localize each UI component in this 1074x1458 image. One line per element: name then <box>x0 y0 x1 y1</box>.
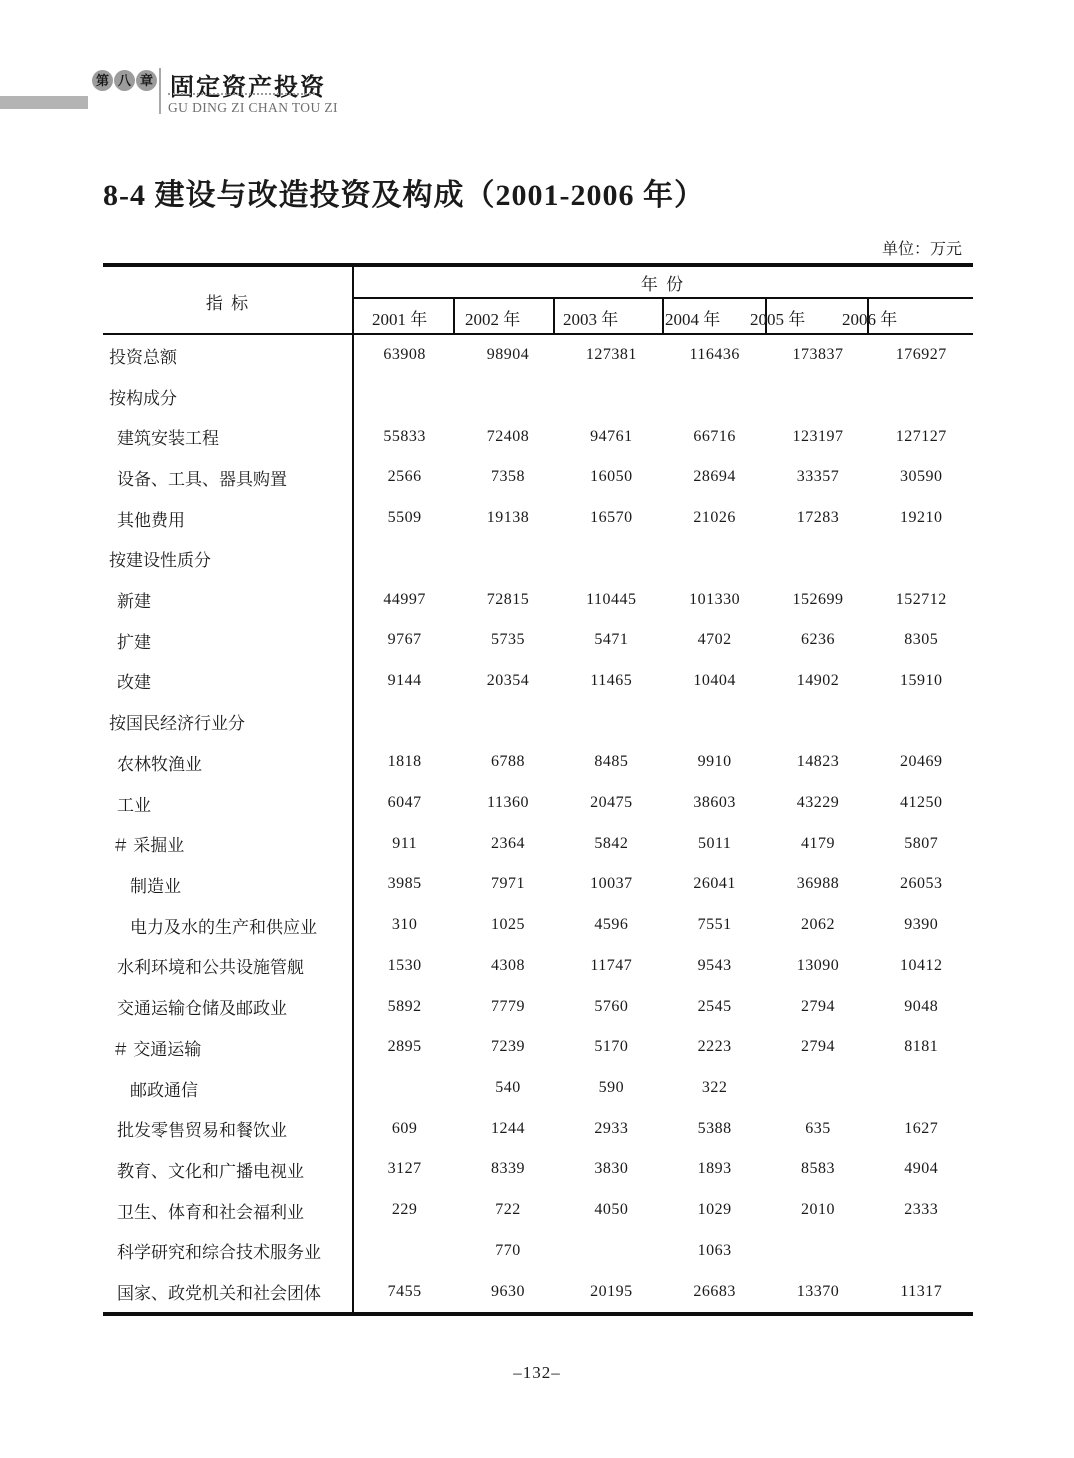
table-row <box>103 620 973 661</box>
table-row <box>103 986 973 1027</box>
value-cell: 20195 <box>590 1282 633 1300</box>
chapter-badge <box>92 70 157 91</box>
row-values <box>353 998 973 1016</box>
table-row <box>103 539 973 580</box>
value-cell: 2895 <box>387 1038 422 1056</box>
row-label: 工业 <box>117 795 151 815</box>
row-label: 国家、政党机关和社会团体 <box>117 1284 321 1304</box>
value-cell: 9390 <box>904 916 939 934</box>
row-values <box>353 1283 973 1301</box>
row-values <box>353 835 973 853</box>
value-cell: 11747 <box>590 956 633 974</box>
value-cell: 8583 <box>800 1160 835 1178</box>
value-cell: 1244 <box>490 1119 525 1137</box>
value-cell: 11317 <box>900 1282 943 1300</box>
row-label: ＃ 交通运输 <box>112 1039 202 1059</box>
value-cell: 26041 <box>693 875 736 893</box>
year-column-divider <box>553 297 555 335</box>
indicator-column-header: 指 标 <box>205 293 251 313</box>
table-row <box>103 1149 973 1190</box>
year-column-label: 2001 年 <box>372 310 428 329</box>
value-cell <box>870 1242 973 1260</box>
value-cell: 28694 <box>693 468 736 486</box>
value-cell: 63908 <box>383 346 426 364</box>
value-cell: 2794 <box>800 997 835 1015</box>
row-label: 投资总额 <box>109 347 177 367</box>
year-column-divider <box>453 297 455 335</box>
row-values <box>353 428 973 446</box>
table-row <box>103 701 973 742</box>
value-cell: 9630 <box>490 1282 525 1300</box>
row-values <box>353 1120 973 1138</box>
table-row <box>103 1271 973 1312</box>
unit-label: 单位：万元 <box>881 241 962 258</box>
value-cell: 2566 <box>387 468 422 486</box>
row-values <box>353 1201 973 1219</box>
value-cell: 10404 <box>693 671 736 689</box>
value-cell: 1530 <box>387 956 422 974</box>
row-label: 交通运输仓储及邮政业 <box>117 999 287 1019</box>
value-cell: 11465 <box>590 671 633 689</box>
table-row <box>103 376 973 417</box>
value-cell: 19138 <box>486 509 530 527</box>
badge-char-circle: 章 <box>136 70 157 91</box>
year-column-label: 2003 年 <box>563 310 619 329</box>
value-cell: 5471 <box>594 631 629 649</box>
value-cell: 11360 <box>487 794 529 812</box>
value-cell: 152712 <box>895 590 947 608</box>
table-row <box>103 416 973 457</box>
value-cell: 540 <box>495 1079 521 1096</box>
value-cell: 8339 <box>490 1160 525 1178</box>
table-row <box>103 742 973 783</box>
value-cell: 16570 <box>590 509 633 527</box>
header-accent-bar <box>0 96 88 109</box>
value-cell: 123197 <box>792 427 844 445</box>
header-divider <box>159 68 161 114</box>
value-cell: 2223 <box>697 1038 732 1056</box>
row-label: 其他费用 <box>117 510 185 530</box>
value-cell: 10412 <box>900 956 943 974</box>
value-cell: 127127 <box>895 427 947 445</box>
value-cell: 16050 <box>590 468 633 486</box>
value-cell: 10037 <box>590 875 633 893</box>
value-cell: 1818 <box>387 753 422 771</box>
value-cell: 14902 <box>796 671 840 689</box>
row-values <box>353 346 973 364</box>
row-label: 教育、文化和广播电视业 <box>117 1161 304 1181</box>
value-cell: 20475 <box>590 794 633 812</box>
value-cell: 55833 <box>383 427 426 445</box>
badge-char-circle: 第 <box>92 70 113 91</box>
value-cell: 9767 <box>387 631 422 649</box>
row-values <box>353 753 973 771</box>
value-cell: 110445 <box>586 590 637 608</box>
value-cell: 72408 <box>486 427 530 445</box>
value-cell: 7971 <box>490 875 525 893</box>
value-cell: 7455 <box>387 1282 422 1300</box>
value-cell: 3985 <box>387 875 422 893</box>
value-cell: 2545 <box>697 997 732 1015</box>
table-row <box>103 1068 973 1109</box>
value-cell <box>766 1242 869 1260</box>
value-cell: 3127 <box>387 1160 422 1178</box>
value-cell <box>766 1079 869 1097</box>
value-cell: 14823 <box>796 753 840 771</box>
value-cell: 7551 <box>697 916 732 934</box>
value-cell: 2010 <box>800 1201 835 1219</box>
value-cell: 116436 <box>689 346 740 364</box>
row-values <box>353 509 973 527</box>
value-cell: 4308 <box>490 956 525 974</box>
row-label: 新建 <box>117 592 151 612</box>
table-row <box>103 1190 973 1231</box>
value-cell: 6236 <box>800 631 835 649</box>
value-cell: 13370 <box>796 1282 840 1300</box>
value-cell: 127381 <box>585 346 637 364</box>
page-title: 8-4 建设与改造投资及构成（2001-2006 年） <box>103 179 705 212</box>
row-values <box>353 794 973 812</box>
years-group-header: 年 份 <box>640 274 686 294</box>
value-cell: 1029 <box>697 1201 732 1219</box>
value-cell: 94761 <box>590 427 633 445</box>
row-label: 科学研究和综合技术服务业 <box>117 1243 321 1263</box>
value-cell: 21026 <box>693 509 736 527</box>
value-cell: 4596 <box>594 916 629 934</box>
value-cell: 7239 <box>490 1038 525 1056</box>
table-body <box>103 335 973 1312</box>
value-cell: 5892 <box>387 997 422 1015</box>
row-label: ＃ 采掘业 <box>112 836 185 856</box>
row-label: 扩建 <box>117 632 151 652</box>
value-cell <box>870 1079 973 1097</box>
badge-char-circle: 八 <box>114 70 135 91</box>
row-label: 按建设性质分 <box>109 551 211 571</box>
row-label: 建筑安装工程 <box>117 429 219 449</box>
value-cell: 4702 <box>697 631 732 649</box>
value-cell <box>560 1242 663 1260</box>
row-label: 批发零售贸易和餐饮业 <box>117 1121 287 1141</box>
table-row <box>103 864 973 905</box>
value-cell: 9910 <box>697 753 732 771</box>
table-row <box>103 335 973 376</box>
year-column-label: 2006 年 <box>842 310 898 329</box>
row-values <box>353 1242 973 1260</box>
row-values <box>353 916 973 934</box>
row-label: 设备、工具、器具购置 <box>117 469 287 489</box>
value-cell: 20469 <box>900 753 943 771</box>
table-row <box>103 823 973 864</box>
table-row <box>103 1027 973 1068</box>
value-cell: 30590 <box>900 468 943 486</box>
value-cell: 5842 <box>594 834 629 852</box>
value-cell: 98904 <box>486 346 530 364</box>
value-cell: 5011 <box>697 834 732 852</box>
value-cell: 5170 <box>594 1038 629 1056</box>
value-cell: 609 <box>391 1119 418 1137</box>
value-cell: 152699 <box>792 590 844 608</box>
chapter-subtitle-pinyin: GU DING ZI CHAN TOU ZI <box>168 100 338 115</box>
value-cell: 9144 <box>387 671 422 689</box>
value-cell: 176927 <box>895 346 947 364</box>
value-cell: 13090 <box>796 956 840 974</box>
table-row <box>103 1108 973 1149</box>
row-label: 卫生、体育和社会福利业 <box>117 1202 304 1222</box>
value-cell: 770 <box>495 1241 521 1259</box>
year-column-label: 2002 年 <box>465 310 521 329</box>
value-cell <box>353 1079 456 1097</box>
value-cell: 229 <box>391 1201 418 1219</box>
value-cell: 66716 <box>693 427 736 445</box>
value-cell: 6788 <box>490 753 525 771</box>
value-cell: 2794 <box>800 1038 835 1056</box>
row-values <box>353 957 973 975</box>
value-cell: 310 <box>391 916 418 934</box>
table-row <box>103 579 973 620</box>
chapter-title-underline <box>168 93 315 95</box>
page-number: –132– <box>513 1363 561 1382</box>
value-cell: 5509 <box>387 509 422 527</box>
value-cell: 6047 <box>387 794 422 812</box>
row-values <box>353 591 973 609</box>
value-cell: 101330 <box>689 590 741 608</box>
value-cell: 33357 <box>796 468 840 486</box>
row-values <box>353 1079 973 1097</box>
value-cell: 8305 <box>904 631 939 649</box>
row-values <box>353 1160 973 1178</box>
value-cell: 9048 <box>904 997 939 1015</box>
table-row <box>103 905 973 946</box>
value-cell: 5388 <box>697 1119 732 1137</box>
value-cell: 17283 <box>796 509 840 527</box>
value-cell: 722 <box>495 1201 521 1219</box>
table-row <box>103 946 973 987</box>
value-cell: 1063 <box>697 1241 732 1259</box>
value-cell: 2333 <box>904 1201 939 1219</box>
row-label: 按国民经济行业分 <box>109 714 245 734</box>
value-cell: 635 <box>805 1119 831 1137</box>
table-row <box>103 661 973 702</box>
value-cell: 1893 <box>697 1160 732 1178</box>
row-label: 改建 <box>117 673 151 693</box>
value-cell: 4050 <box>594 1201 629 1219</box>
year-column-label: 2004 年 <box>665 310 721 329</box>
year-column-label: 2005 年 <box>750 310 806 329</box>
value-cell: 36988 <box>796 875 840 893</box>
row-label: 邮政通信 <box>130 1080 198 1100</box>
row-label: 制造业 <box>130 876 181 896</box>
value-cell: 1025 <box>490 916 525 934</box>
value-cell: 5807 <box>904 834 939 852</box>
value-cell: 1627 <box>904 1119 939 1137</box>
row-values <box>353 672 973 690</box>
chapter-title: 固定资产投资 <box>170 74 326 101</box>
value-cell: 15910 <box>900 671 943 689</box>
row-values <box>353 631 973 649</box>
table-row <box>103 457 973 498</box>
value-cell: 7779 <box>490 997 525 1015</box>
table-row <box>103 498 973 539</box>
table-row <box>103 783 973 824</box>
row-values <box>353 875 973 893</box>
year-column-divider <box>662 297 664 335</box>
row-label: 水利环境和公共设施管舰 <box>117 958 304 978</box>
value-cell: 4904 <box>904 1160 939 1178</box>
value-cell: 8485 <box>594 753 629 771</box>
value-cell: 26053 <box>900 875 943 893</box>
value-cell: 5760 <box>594 997 629 1015</box>
value-cell: 5735 <box>490 631 525 649</box>
value-cell: 26683 <box>693 1282 736 1300</box>
value-cell: 4179 <box>800 834 835 852</box>
row-label: 按构成分 <box>109 388 177 408</box>
value-cell: 173837 <box>792 346 844 364</box>
value-cell: 44997 <box>383 590 426 608</box>
value-cell: 43229 <box>796 794 840 812</box>
value-cell: 38603 <box>693 794 736 812</box>
statistics-table <box>103 263 973 1316</box>
value-cell: 19210 <box>900 509 943 527</box>
value-cell: 2933 <box>594 1119 629 1137</box>
value-cell: 20354 <box>486 671 530 689</box>
value-cell: 2364 <box>490 834 525 852</box>
value-cell: 322 <box>701 1079 728 1096</box>
value-cell: 911 <box>392 834 418 852</box>
value-cell: 3830 <box>594 1160 629 1178</box>
row-values <box>353 1038 973 1056</box>
row-label: 农林牧渔业 <box>117 754 202 774</box>
value-cell: 41250 <box>900 794 943 812</box>
value-cell <box>353 1242 456 1260</box>
value-cell: 7358 <box>490 468 525 486</box>
value-cell: 8181 <box>904 1038 939 1056</box>
row-label: 电力及水的生产和供应业 <box>130 917 317 937</box>
table-row <box>103 1230 973 1271</box>
row-values <box>353 468 973 486</box>
value-cell: 72815 <box>486 590 530 608</box>
value-cell: 590 <box>598 1079 625 1096</box>
value-cell: 9543 <box>697 956 732 974</box>
value-cell: 2062 <box>800 916 835 934</box>
